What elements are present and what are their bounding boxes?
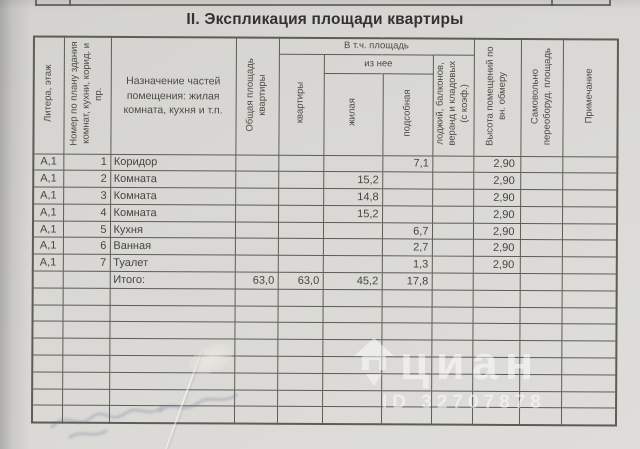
cell-obshchaya — [235, 255, 278, 272]
cell-vysota: 2,90 — [473, 156, 520, 173]
header-zhilaya-label: жилая — [346, 98, 359, 127]
header-naznachenie — [110, 37, 236, 155]
header-iz-nee — [324, 54, 433, 74]
cell-vysota: 2,90 — [473, 223, 520, 240]
empty-cell — [519, 324, 561, 341]
cell-samovolno — [520, 274, 562, 291]
empty-cell — [277, 390, 322, 407]
cell-lodzhiy — [432, 206, 473, 223]
header-samovolno-label: Самовольно переоборуд. площадь — [529, 47, 553, 145]
cell-lodzhiy — [432, 156, 473, 173]
empty-cell — [472, 391, 519, 408]
watermark-id-text: ID 32707878 — [382, 392, 546, 413]
cell-obshchaya — [235, 222, 278, 239]
cell-samovolno — [520, 223, 562, 240]
cell-samovolno — [520, 206, 562, 223]
cell-primechanie — [562, 173, 617, 190]
cell-zhilaya: 14,8 — [323, 189, 382, 206]
cell-podsobnaya — [382, 206, 432, 223]
cell-litera — [33, 271, 63, 288]
empty-cell — [472, 324, 519, 341]
total-podsobnaya: 17,8 — [382, 273, 432, 290]
empty-cell — [519, 391, 561, 408]
cell-zhilaya — [323, 222, 382, 239]
empty-cell — [323, 289, 382, 306]
empty-cell — [278, 306, 323, 323]
header-vysota — [473, 39, 521, 156]
header-nomer-po-planu — [63, 37, 111, 154]
empty-cell — [323, 306, 382, 323]
remnant-line — [69, 0, 71, 6]
cell-litera: А,1 — [33, 221, 63, 238]
empty-cell — [519, 408, 561, 425]
empty-cell — [32, 338, 62, 355]
empty-cell — [322, 357, 381, 374]
cell-nomer: 7 — [63, 254, 110, 271]
empty-cell — [63, 288, 110, 305]
cell-samovolno — [520, 257, 562, 274]
empty-cell — [110, 305, 235, 322]
watermark-logo-text: циан — [400, 335, 541, 389]
empty-cell — [109, 322, 234, 339]
empty-cell — [431, 340, 472, 357]
empty-cell — [561, 375, 616, 392]
cell-vysota: 2,90 — [473, 206, 520, 223]
cell-primechanie — [562, 257, 617, 274]
empty-cell — [381, 357, 431, 374]
empty-cell — [322, 373, 381, 390]
cell-primechanie — [562, 190, 617, 207]
header-litera-etazh — [33, 36, 64, 153]
cell-podsobnaya: 1,3 — [382, 256, 432, 273]
empty-cell — [62, 322, 109, 339]
cell-samovolno — [520, 190, 562, 207]
empty-cell — [63, 305, 110, 322]
header-podsobnaya-label: подсобная — [401, 89, 413, 137]
empty-cell — [382, 306, 432, 323]
header-primechanie — [562, 39, 618, 156]
empty-cell — [520, 290, 562, 307]
cell-kvartiry — [278, 188, 323, 205]
cell-obshchaya — [235, 155, 278, 172]
cell-nomer: 4 — [63, 204, 110, 221]
empty-cell — [472, 408, 519, 425]
cell-naznachenie: Туалет — [110, 255, 235, 272]
empty-cell — [431, 324, 472, 341]
cell-naznachenie: Комната — [110, 171, 235, 188]
empty-cell — [561, 391, 616, 408]
cell-kvartiry — [278, 222, 323, 239]
empty-cell — [277, 323, 322, 340]
cell-kvartiry — [278, 239, 323, 256]
cell-vysota: 2,90 — [473, 189, 520, 206]
cell-nomer: 1 — [63, 154, 110, 171]
cell-zhilaya — [323, 155, 382, 172]
empty-cell — [382, 290, 432, 307]
cell-lodzhiy — [432, 189, 473, 206]
empty-cell — [432, 290, 473, 307]
empty-cell — [561, 307, 616, 324]
empty-cell — [235, 306, 278, 323]
cell-podsobnaya: 2,7 — [382, 239, 432, 256]
cell-nomer: 3 — [63, 187, 110, 204]
empty-cell — [32, 321, 62, 338]
cell-naznachenie: Ванная — [110, 238, 235, 255]
cell-podsobnaya — [382, 189, 432, 206]
empty-cell — [278, 289, 323, 306]
cell-vysota: 2,90 — [473, 240, 520, 257]
empty-cell — [381, 374, 431, 391]
empty-cell — [432, 307, 473, 324]
remnant-line — [609, 0, 611, 6]
empty-cell — [234, 322, 277, 339]
cell-naznachenie: Комната — [110, 187, 235, 204]
cell-obshchaya — [235, 239, 278, 256]
header-obshchaya-label: Общая площадь квартиры — [244, 57, 269, 132]
cell-litera: А,1 — [33, 204, 63, 221]
header-podsobnaya — [382, 73, 432, 155]
cell-primechanie — [562, 156, 617, 173]
cell-kvartiry — [278, 155, 323, 172]
header-obshchaya-ploshchad — [235, 38, 279, 155]
cell-naznachenie: Кухня — [110, 221, 235, 238]
table-header — [33, 36, 618, 156]
header-zhilaya — [323, 73, 382, 155]
cell-lodzhiy — [432, 240, 473, 257]
empty-cell — [381, 340, 431, 357]
empty-cell — [277, 356, 322, 373]
cell-litera: А,1 — [33, 187, 63, 204]
empty-cell — [431, 374, 472, 391]
cell-litera: А,1 — [33, 237, 63, 254]
cell-samovolno — [520, 240, 562, 257]
empty-cell — [472, 374, 519, 391]
empty-cell — [431, 357, 472, 374]
empty-cell — [33, 305, 63, 322]
header-lodzhiy — [432, 55, 474, 156]
empty-cell — [561, 341, 616, 358]
cell-zhilaya — [323, 239, 382, 256]
empty-cell — [562, 291, 617, 308]
header-samovolno — [520, 39, 563, 156]
cell-zhilaya: 15,2 — [323, 172, 382, 189]
cell-zhilaya — [323, 256, 382, 273]
cell-vysota — [473, 273, 520, 290]
header-litera-etazh-label: Литера, этаж — [42, 64, 55, 123]
total-kvartiry: 63,0 — [278, 272, 323, 289]
header-kvartiry-label: квартиры — [294, 81, 307, 124]
empty-cell — [322, 323, 381, 340]
ink-bleed-handwriting — [40, 365, 270, 445]
empty-cell — [234, 339, 277, 356]
header-row-1 — [34, 36, 618, 55]
empty-cell — [381, 323, 431, 340]
cell-vysota: 2,90 — [473, 173, 520, 190]
header-iz-nee-label: из нее — [364, 57, 393, 70]
empty-cell — [277, 373, 322, 390]
empty-cell — [322, 407, 381, 424]
cell-samovolno — [520, 156, 562, 173]
empty-cell — [235, 289, 278, 306]
empty-cell — [431, 391, 472, 408]
cell-podsobnaya — [382, 172, 432, 189]
cell-primechanie — [562, 240, 617, 257]
empty-cell — [33, 288, 63, 305]
total-zhilaya: 45,2 — [323, 273, 382, 290]
cell-podsobnaya: 7,1 — [382, 155, 432, 172]
header-vysota-label: Высота помещений по вн. обмеру — [484, 46, 509, 146]
header-primechanie-label: Примечание — [583, 68, 596, 124]
totals-label: Итого: — [110, 271, 235, 288]
header-kvartiry — [278, 54, 324, 155]
page-left-shadow — [0, 0, 30, 449]
header-naznachenie-label: Назначение частей помещения: жилая комната, кухня и т.п. — [123, 75, 223, 117]
empty-cell — [473, 290, 520, 307]
total-obshchaya: 63,0 — [235, 272, 278, 289]
cell-podsobnaya: 6,7 — [382, 222, 432, 239]
cell-primechanie — [562, 207, 617, 224]
cell-litera: А,1 — [33, 170, 63, 187]
cell-naznachenie: Коридор — [110, 154, 235, 171]
empty-cell — [277, 407, 322, 424]
cell-kvartiry — [278, 256, 323, 273]
empty-cell — [519, 374, 561, 391]
cell-nomer: 5 — [63, 221, 110, 238]
cell-obshchaya — [235, 205, 278, 222]
cell-vysota: 2,90 — [473, 257, 520, 274]
empty-cell — [322, 390, 381, 407]
remnant-line — [551, 0, 553, 6]
cell-lodzhiy — [432, 273, 473, 290]
cell-litera: А,1 — [33, 254, 63, 271]
cell-lodzhiy — [432, 223, 473, 240]
empty-cell — [381, 390, 431, 407]
empty-cell — [277, 340, 322, 357]
header-v-tch-ploshchad — [279, 38, 474, 55]
previous-table-remnant — [0, 0, 640, 9]
header-nomer-label: Номер по плану здания комнат, кухни, корид. и пр. — [68, 41, 105, 146]
cell-lodzhiy — [432, 172, 473, 189]
cell-nomer: 6 — [63, 238, 110, 255]
header-lodzhiy-label: лоджий, балконов, веранд и кладовых (с коэф.) — [434, 60, 471, 146]
empty-cell — [62, 338, 109, 355]
empty-cell — [519, 341, 561, 358]
empty-cell — [473, 307, 520, 324]
empty-cell — [322, 340, 381, 357]
cell-obshchaya — [235, 171, 278, 188]
cell-zhilaya: 15,2 — [323, 205, 382, 222]
empty-cell — [561, 408, 616, 425]
empty-cell — [431, 408, 472, 425]
cell-kvartiry — [278, 172, 323, 189]
header-v-tch-label: В т.ч. площадь — [344, 40, 409, 52]
cell-primechanie — [562, 274, 617, 291]
empty-cell — [561, 324, 616, 341]
empty-cell — [519, 358, 561, 375]
empty-cell — [472, 341, 519, 358]
remnant-bottom-line — [35, 4, 610, 6]
section-title: II. Экспликация площади квартиры — [186, 11, 464, 28]
remnant-line — [35, 0, 37, 6]
cell-litera: А,1 — [33, 153, 63, 170]
cell-samovolno — [520, 173, 562, 190]
cell-nomer — [63, 271, 110, 288]
empty-cell — [561, 358, 616, 375]
empty-cell — [381, 407, 431, 424]
cell-primechanie — [562, 223, 617, 240]
empty-cell — [520, 307, 562, 324]
cell-nomer: 2 — [63, 170, 110, 187]
cell-lodzhiy — [432, 256, 473, 273]
cell-obshchaya — [235, 188, 278, 205]
empty-cell — [110, 288, 235, 305]
cell-naznachenie: Комната — [110, 204, 235, 221]
empty-cell — [472, 357, 519, 374]
cell-kvartiry — [278, 205, 323, 222]
